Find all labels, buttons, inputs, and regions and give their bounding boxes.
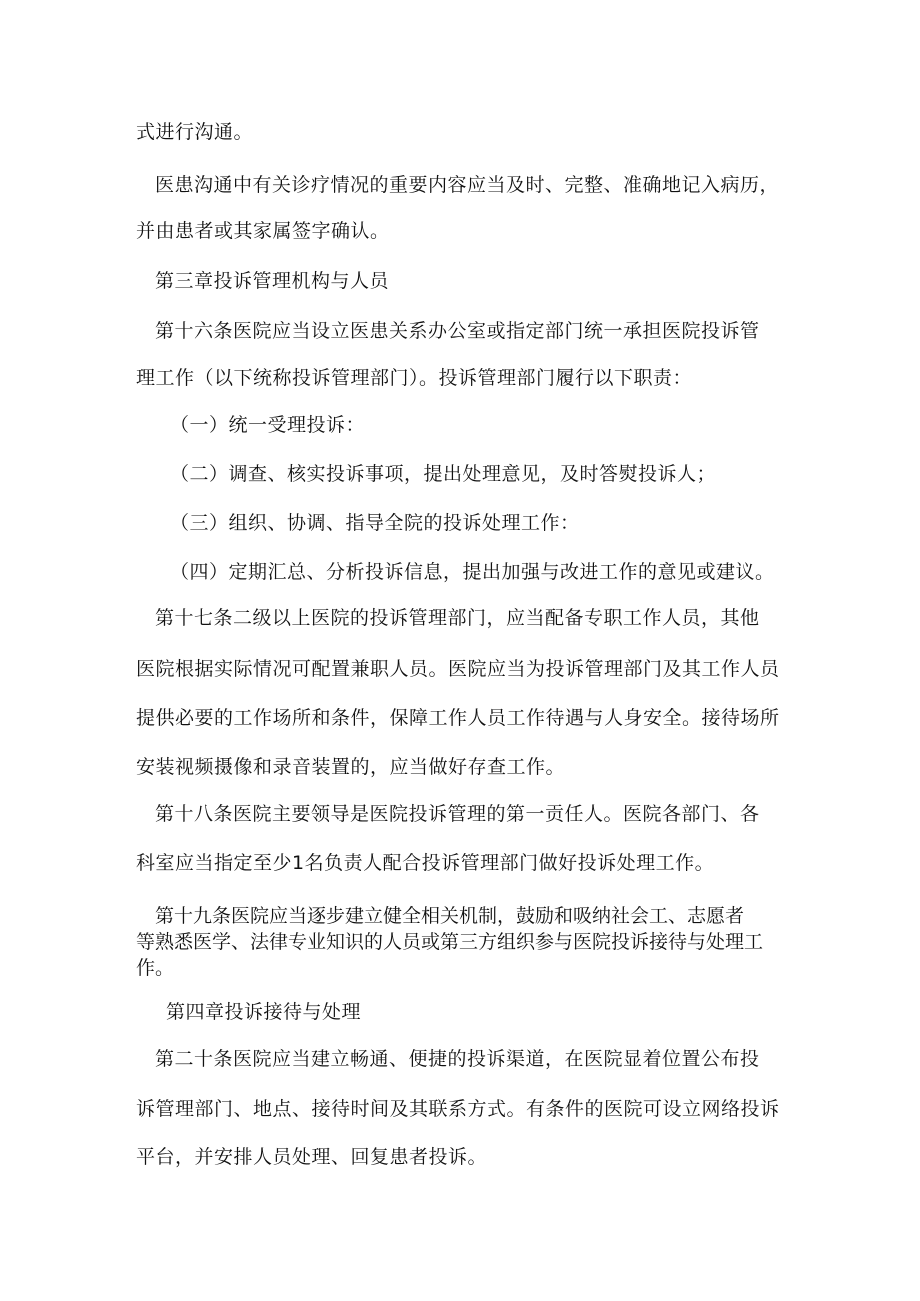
text-line: 式进行沟通。 — [136, 121, 254, 143]
text-line: 等熟悉医学、法律专业知识的人员或第三方组织参与医院投诉接待与处理工 — [136, 931, 764, 953]
text-line: 第十七条二级以上医院的投诉管理部门，应当配备专职工作人员，其他 — [155, 607, 760, 629]
text-line: 科室应当指定至少1名负责人配合投诉管理部门做好投诉处理工作。 — [136, 852, 715, 874]
text-line: 医患沟通中有关诊疗情况的重要内容应当及时、完整、准确地记入病历， — [155, 174, 780, 196]
list-item: （三）组织、协调、指导全院的投诉处理工作： — [170, 512, 580, 534]
chapter-heading: 第三章投诉管理机构与人员 — [155, 270, 390, 292]
text-line: 第十六条医院应当设立医患关系办公室或指定部门统一承担医院投诉管 — [155, 320, 760, 342]
text-line: 诉管理部门、地点、接待时间及其联系方式。有条件的医院可设立网络投诉 — [136, 1098, 780, 1120]
list-item: （一）统一受理投诉： — [170, 414, 366, 436]
text-line: 安装视频摄像和录音装置的，应当做好存查工作。 — [136, 756, 566, 778]
list-item: （二）调查、核实投诉事项，提出处理意见，及时答熨投诉人； — [170, 463, 717, 485]
chapter-heading: 第四章投诉接待与处理 — [166, 1001, 362, 1023]
text-line: 并由患者或其家属签字确认。 — [136, 220, 390, 242]
text-line: 平台，并安排人员处理、回复患者投诉。 — [136, 1146, 488, 1168]
text-line: 第十九条医院应当逐步建立健全相关机制，鼓励和吸纳社会工、志愿者 — [155, 905, 745, 927]
text-line: 提供必要的工作场所和条件，保障工作人员工作待遇与人身安全。接待场所 — [136, 707, 780, 729]
text-line: 理工作（以下统称投诉管理部门）。投诉管理部门履行以下职责： — [136, 367, 693, 389]
text-line: 医院根据实际情况可配置兼职人员。医院应当为投诉管理部门及其工作人员 — [136, 658, 780, 680]
text-line: 第十八条医院主要领导是医院投诉管理的第一贡任人。医院各部门、各 — [155, 803, 760, 825]
text-line: 作。 — [136, 957, 175, 979]
list-item: （四）定期汇总、分析投诉信息，提出加强与改进工作的意见或建议。 — [170, 561, 775, 583]
text-line: 第二十条医院应当建立畅通、便捷的投诉渠道，在医院显着位置公布投 — [155, 1048, 760, 1070]
